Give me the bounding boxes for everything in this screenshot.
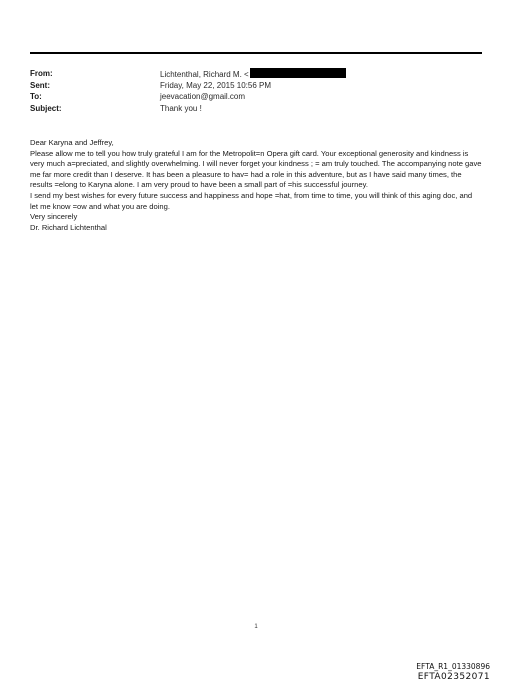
stamp-line-1: EFTA_R1_01330896 bbox=[416, 662, 490, 671]
sent-label: Sent: bbox=[30, 80, 50, 90]
from-sender-text: Lichtenthal, Richard M. < bbox=[160, 70, 249, 79]
subject-label: Subject: bbox=[30, 103, 62, 113]
redaction-box bbox=[250, 68, 346, 78]
sent-row bbox=[30, 80, 482, 92]
sent-value: Friday, May 22, 2015 10:56 PM bbox=[160, 80, 272, 90]
signature: Dr. Richard Lichtenthal bbox=[30, 222, 107, 232]
subject-row bbox=[30, 103, 482, 115]
stamp-line-2: EFTA02352071 bbox=[417, 672, 490, 682]
to-value: jeevacation@gmail.com bbox=[160, 92, 246, 101]
from-row bbox=[30, 68, 482, 80]
page-number: 1 bbox=[254, 624, 258, 630]
body-paragraph-2: I send my best wishes for every future success and happiness and hope =hat, from time to time, you will think of this aging doc, and let me know =ow and what you are doing. bbox=[30, 190, 473, 211]
from-label: From: bbox=[30, 69, 53, 78]
salutation: Dear Karyna and Jeffrey, bbox=[30, 138, 114, 147]
subject-value: Thank you ! bbox=[160, 103, 202, 113]
to-label: To: bbox=[30, 92, 42, 101]
email-header bbox=[30, 68, 482, 114]
document-stamp bbox=[416, 662, 490, 683]
body-paragraph-1: Please allow me to tell you how truly grateful I am for the Metropolit=n Opera gift card. Your exceptional generosity and kindness is very much a=preciated, and slightly overwhelming. I will never forget your kindness ; = am truly touched. The accompanying note gave me far more credit than I deserve. It has been a pleasure to hav= had a role in this adventure, but as I have said many times, the results =elong to Karyna alone. I am very proud to have been a small part of =his successful journey. bbox=[30, 148, 482, 190]
to-row bbox=[30, 91, 482, 103]
email-body bbox=[30, 138, 482, 233]
header-divider bbox=[30, 52, 482, 54]
from-value bbox=[160, 68, 482, 80]
closing: Very sincerely bbox=[30, 212, 78, 222]
